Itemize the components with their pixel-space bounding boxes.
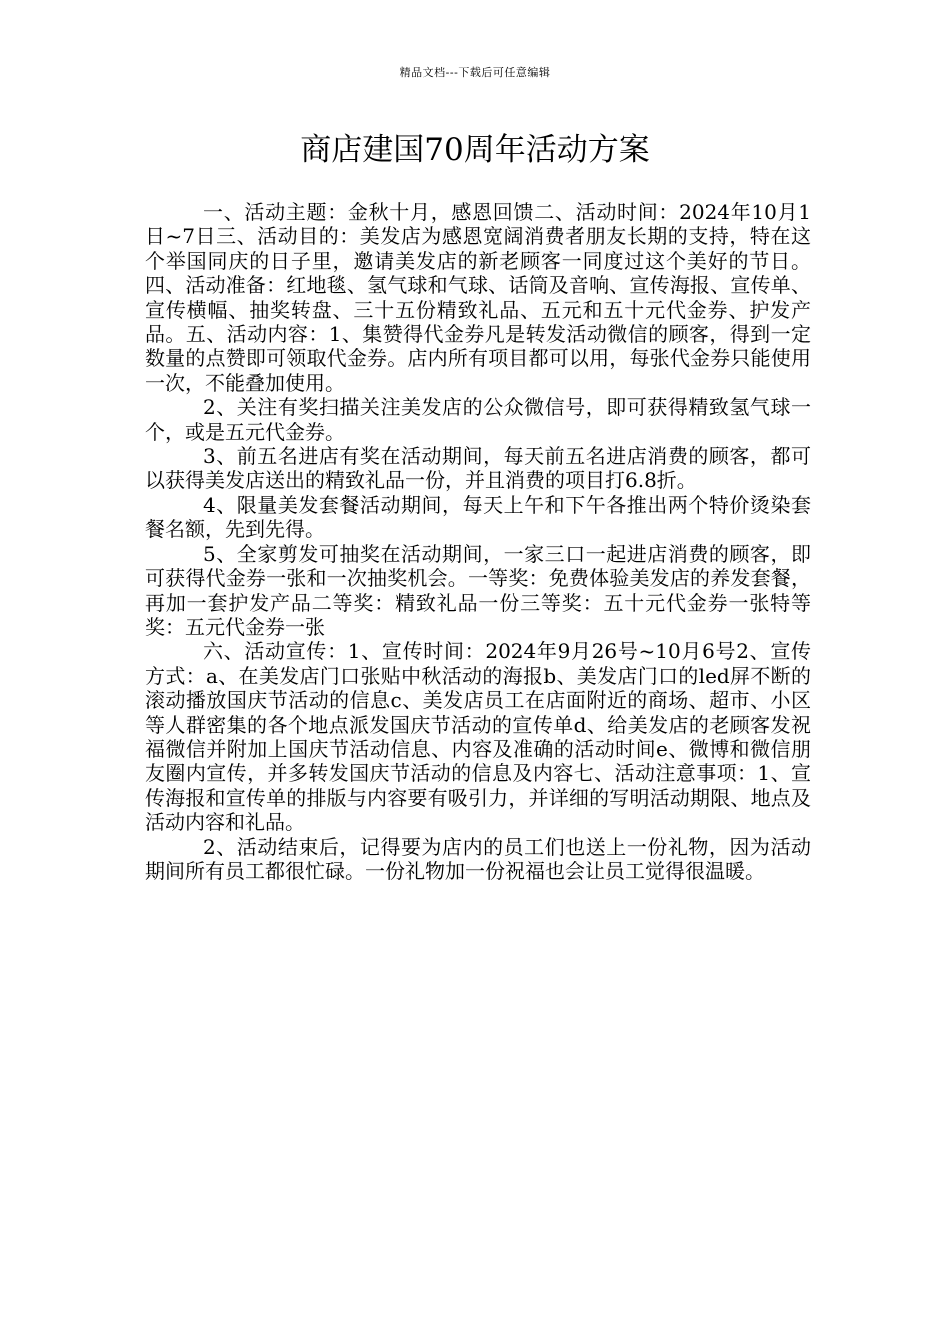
paragraph-4: 4、限量美发套餐活动期间，每天上午和下午各推出两个特价烫染套餐名额，先到先得。 bbox=[145, 492, 811, 542]
header-note: 精品文档---下载后可任意编辑 bbox=[399, 66, 551, 79]
paragraph-2: 2、关注有奖扫描关注美发店的公众微信号，即可获得精致氢气球一个，或是五元代金券。 bbox=[145, 395, 811, 444]
document-title: 商店建国70周年活动方案 bbox=[300, 132, 650, 168]
paragraph-3: 3、前五名进店有奖在活动期间，每天前五名进店消费的顾客，都可以获得美发店送出的精致礼品一份，并且消费的项目打6.8折。 bbox=[145, 444, 811, 493]
document-body bbox=[145, 200, 811, 883]
paragraph-5: 5、全家剪发可抽奖在活动期间，一家三口一起进店消费的顾客，即可获得代金券一张和一次抽奖机会。一等奖：免费体验美发店的养发套餐，再加一套护发产品二等奖：精致礼品一份三等奖：五十元代金券一张特等奖：五元代金券一张 bbox=[145, 541, 811, 639]
paragraph-6: 六、活动宣传：1、宣传时间：2024年9月26号~10月6号2、宣传方式：a、在美发店门口张贴中秋活动的海报b、美发店门口的led屏不断的滚动播放国庆节活动的信息c、美发店员工在店面附近的商场、超市、小区等人群密集的各个地点派发国庆节活动的宣传单d、给美发店的老顾客发祝福微信并附加上国庆节活动信息、内容及准确的活动时间e、微博和微信朋友圈内宣传，并多转发国庆节活动的信息及内容七、活动注意事项：1、宣传海报和宣传单的排版与内容要有吸引力，并详细的写明活动期限、地点及活动内容和礼品。 bbox=[145, 639, 811, 835]
paragraph-7: 2、活动结束后，记得要为店内的员工们也送上一份礼物，因为活动期间所有员工都很忙碌。一份礼物加一份祝福也会让员工觉得很温暖。 bbox=[145, 834, 811, 883]
paragraph-1: 一、活动主题：金秋十月，感恩回馈二、活动时间：2024年10月1日~7日三、活动目的：美发店为感恩宽阔消费者朋友长期的支持，特在这个举国同庆的日子里，邀请美发店的新老顾客一同度过这个美好的节日。四、活动准备：红地毯、氢气球和气球、话筒及音响、宣传海报、宣传单、宣传横幅、抽奖转盘、三十五份精致礼品、五元和五十元代金券、护发产品。五、活动内容：1、集赞得代金券凡是转发活动微信的顾客，得到一定数量的点赞即可领取代金券。店内所有项目都可以用，每张代金券只能使用一次，不能叠加使用。 bbox=[145, 200, 811, 395]
